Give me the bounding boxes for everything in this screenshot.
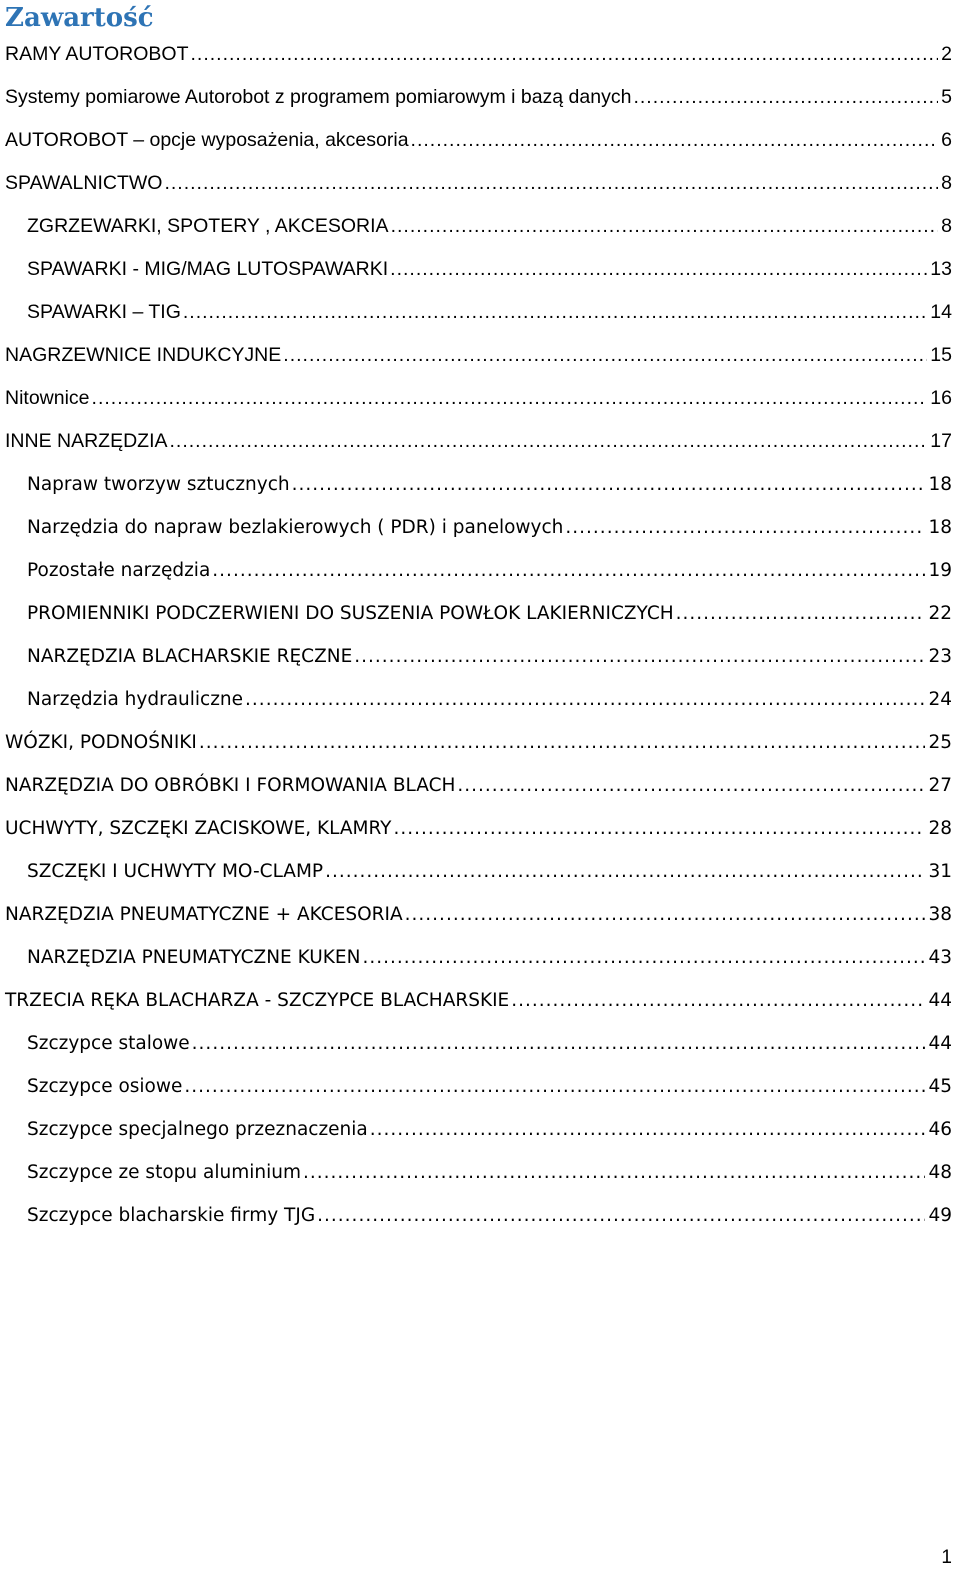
toc-entry[interactable] [0,205,960,248]
toc-title: Zawartość [5,3,154,33]
toc-entry[interactable] [0,119,960,162]
toc-dot-leader [164,162,938,205]
toc-entry[interactable] [0,549,960,592]
toc-entry-label: NARZĘDZIA DO OBRÓBKI I FORMOWANIA BLACH [5,775,456,796]
toc-dot-leader [362,936,925,979]
toc-entry[interactable] [0,420,960,463]
toc-entry-label: NARZĘDZIA PNEUMATYCZNE KUKEN [27,947,361,968]
toc-entry[interactable] [0,1065,960,1108]
toc-entry-page-number: 13 [930,258,952,280]
toc-entry-page-number: 46 [928,1119,952,1140]
toc-entry-label: Nitownice [5,387,90,409]
toc-entry-page-number: 24 [928,689,952,710]
toc-entry[interactable] [0,764,960,807]
toc-dot-leader [184,1065,925,1108]
toc-entry-label: NARZĘDZIA PNEUMATYCZNE + AKCESORIA [5,904,403,925]
toc-dot-leader [633,76,938,119]
toc-entry-page-number: 8 [941,172,952,194]
toc-entry-page-number: 17 [930,430,952,452]
toc-entry-label: AUTOROBOT – opcje wyposażenia, akcesoria [5,129,409,151]
toc-entry-page-number: 38 [928,904,952,925]
toc-entry[interactable] [0,592,960,635]
toc-dot-leader [92,377,928,420]
toc-entry-label: Szczypce osiowe [27,1076,183,1097]
toc-entry[interactable] [0,1194,960,1237]
toc-entry-page-number: 22 [928,603,952,624]
toc-dot-leader [325,850,925,893]
toc-entry-label: RAMY AUTOROBOT [5,43,189,65]
toc-entry[interactable] [0,1108,960,1151]
toc-entry[interactable] [0,721,960,764]
toc-dot-leader [292,463,926,506]
toc-dot-leader [192,1022,926,1065]
toc-list [0,33,960,1237]
toc-entry-label: Szczypce specjalnego przeznaczenia [27,1119,368,1140]
toc-entry-page-number: 23 [928,646,952,667]
toc-dot-leader [390,248,927,291]
toc-entry-label: SZCZĘKI I UCHWYTY MO-CLAMP [27,861,324,882]
toc-entry-label: Narzędzia hydrauliczne [27,689,244,710]
toc-entry-page-number: 25 [928,732,952,753]
toc-entry[interactable] [0,979,960,1022]
toc-entry[interactable] [0,635,960,678]
toc-entry[interactable] [0,678,960,721]
toc-entry-label: Szczypce blacharskie firmy TJG [27,1205,316,1226]
toc-entry-page-number: 18 [928,517,952,538]
toc-entry-page-number: 43 [928,947,952,968]
toc-entry[interactable] [0,334,960,377]
toc-dot-leader [183,291,927,334]
toc-entry-label: NARZĘDZIA BLACHARSKIE RĘCZNE [27,646,353,667]
toc-entry-label: TRZECIA RĘKA BLACHARZA - SZCZYPCE BLACHARSKIE [5,990,510,1011]
toc-entry-label: ZGRZEWARKI, SPOTERY , AKCESORIA [27,215,389,237]
toc-entry[interactable] [0,936,960,979]
toc-entry-page-number: 14 [930,301,952,323]
toc-entry-page-number: 45 [928,1076,952,1097]
toc-entry-label: SPAWALNICTWO [5,172,163,194]
toc-entry-page-number: 28 [928,818,952,839]
toc-dot-leader [354,635,925,678]
toc-dot-leader [370,1108,926,1151]
toc-dot-leader [565,506,925,549]
toc-entry-page-number: 27 [928,775,952,796]
toc-entry-page-number: 48 [928,1162,952,1183]
toc-entry[interactable] [0,807,960,850]
toc-entry-page-number: 44 [928,990,952,1011]
toc-entry[interactable] [0,291,960,334]
toc-dot-leader [170,420,928,463]
toc-dot-leader [283,334,927,377]
toc-entry-label: SPAWARKI - MIG/MAG LUTOSPAWARKI [27,258,389,280]
toc-entry-label: Narzędzia do napraw bezlakierowych ( PDR) i panelowych [27,517,564,538]
toc-entry[interactable] [0,850,960,893]
toc-entry[interactable] [0,33,960,76]
toc-entry-label: NAGRZEWNICE INDUKCYJNE [5,344,282,366]
toc-entry[interactable] [0,893,960,936]
toc-entry-label: PROMIENNIKI PODCZERWIENI DO SUSZENIA POWŁOK LAKIERNICZYCH [27,603,674,624]
toc-entry-page-number: 19 [928,560,952,581]
toc-entry-label: UCHWYTY, SZCZĘKI ZACISKOWE, KLAMRY [5,818,392,839]
toc-entry[interactable] [0,248,960,291]
toc-dot-leader [676,592,926,635]
toc-dot-leader [317,1194,925,1237]
toc-entry-page-number: 5 [941,86,952,108]
toc-entry-label: Szczypce ze stopu aluminium [27,1162,301,1183]
toc-entry[interactable] [0,463,960,506]
toc-entry-label: INNE NARZĘDZIA [5,430,168,452]
toc-entry[interactable] [0,377,960,420]
toc-dot-leader [511,979,925,1022]
toc-dot-leader [303,1151,925,1194]
toc-entry-page-number: 6 [941,129,952,151]
toc-dot-leader [190,33,938,76]
toc-entry-label: Szczypce stalowe [27,1033,190,1054]
toc-entry-page-number: 31 [928,861,952,882]
toc-entry-label: Systemy pomiarowe Autorobot z programem pomiarowym i bazą danych [5,86,632,108]
toc-dot-leader [457,764,925,807]
toc-entry[interactable] [0,76,960,119]
toc-entry-page-number: 18 [928,474,952,495]
toc-entry-label: Napraw tworzyw sztucznych [27,474,290,495]
page-number: 1 [941,1547,952,1568]
toc-entry-label: SPAWARKI – TIG [27,301,181,323]
toc-dot-leader [405,893,926,936]
toc-entry[interactable] [0,162,960,205]
toc-entry-label: Pozostałe narzędzia [27,560,211,581]
toc-entry[interactable] [0,506,960,549]
toc-dot-leader [391,205,939,248]
toc-entry-page-number: 49 [928,1205,952,1226]
toc-entry-page-number: 16 [930,387,952,409]
toc-entry[interactable] [0,1022,960,1065]
toc-entry-page-number: 44 [928,1033,952,1054]
toc-entry-label: WÓZKI, PODNOŚNIKI [5,732,197,753]
toc-dot-leader [212,549,925,592]
toc-entry-page-number: 2 [941,43,952,65]
toc-dot-leader [199,721,926,764]
toc-dot-leader [411,119,939,162]
toc-entry-page-number: 8 [941,215,952,237]
toc-entry-page-number: 15 [930,344,952,366]
toc-dot-leader [394,807,926,850]
toc-entry[interactable] [0,1151,960,1194]
toc-dot-leader [245,678,925,721]
